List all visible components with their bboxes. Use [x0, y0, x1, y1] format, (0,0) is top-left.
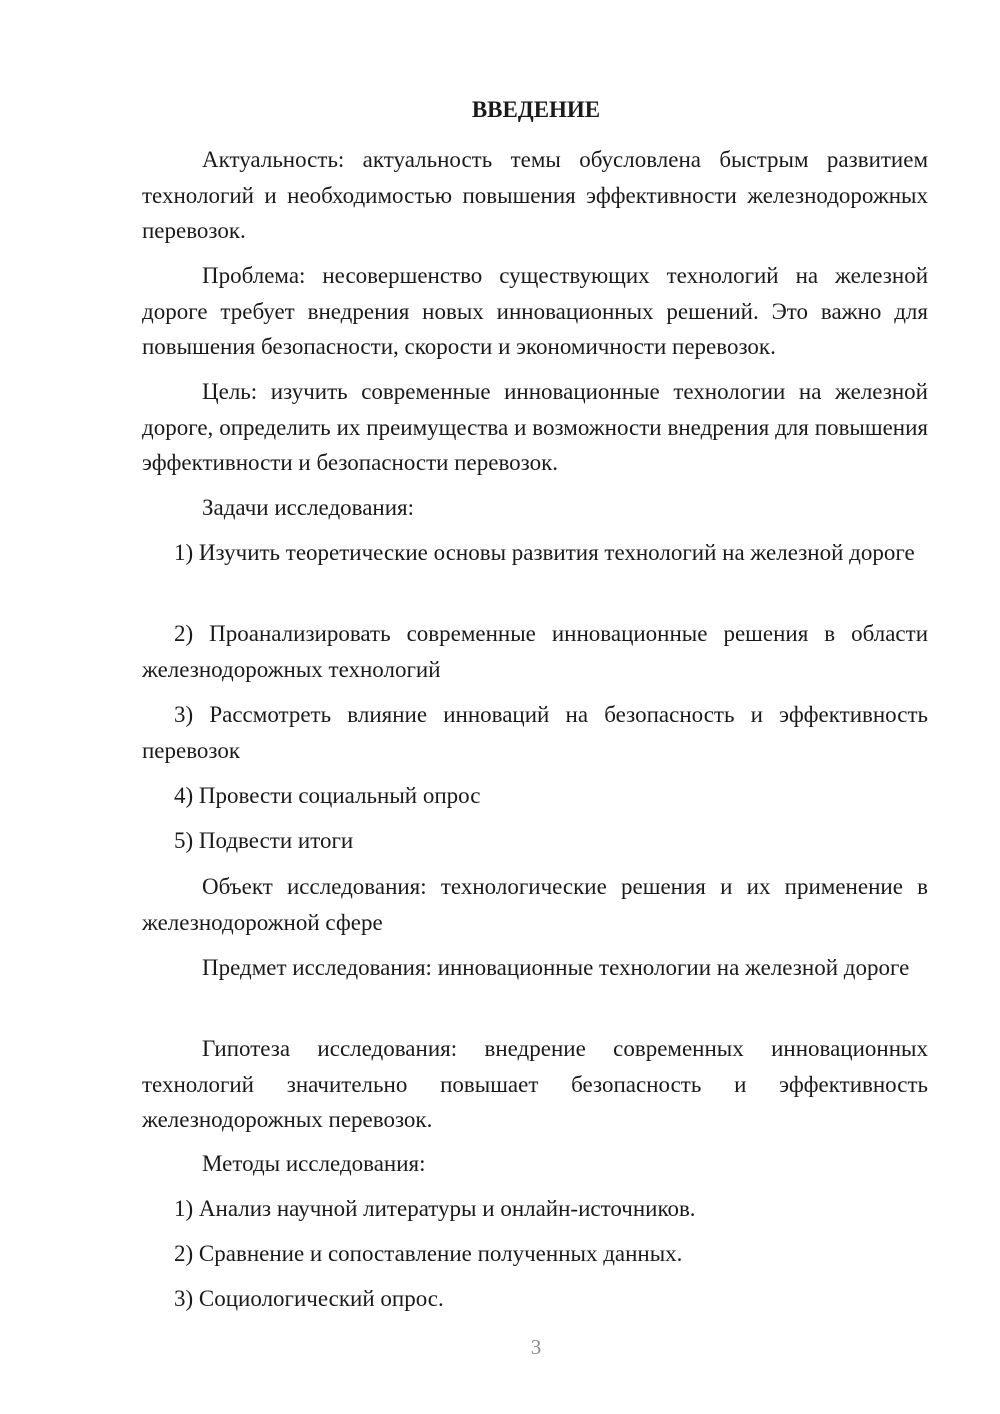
- page-number: 3: [530, 1335, 542, 1359]
- methods-title: Методы исследования:: [202, 1151, 426, 1176]
- paragraph-object: Объект исследования: технологические решения и их применение в железнодорожной сфере: [142, 874, 928, 935]
- method-item-1: 1) Анализ научной литературы и онлайн-источников.: [174, 1196, 696, 1221]
- paragraph-goal: Цель: изучить современные инновационные технологии на железной дороге, определить их преимущества и возможности внедрения для повышения эффективности и безопасности перевозок.: [142, 379, 928, 475]
- paragraph-subject: Предмет исследования: инновационные технологии на железной дороге: [202, 955, 910, 980]
- task-item-4: 4) Провести социальный опрос: [174, 783, 481, 808]
- method-item-3: 3) Социологический опрос.: [174, 1286, 444, 1311]
- section-heading: ВВЕДЕНИЕ: [471, 97, 601, 122]
- task-item-5: 5) Подвести итоги: [174, 828, 354, 853]
- task-item-2: 2) Проанализировать современные инновационные решения в области железнодорожных технологий: [142, 621, 928, 682]
- method-item-2: 2) Сравнение и сопоставление полученных данных.: [174, 1241, 683, 1266]
- paragraph-relevance: Актуальность: актуальность темы обусловлена быстрым развитием технологий и необходимостью повышения эффективности железнодорожных перевозок.: [142, 147, 928, 243]
- paragraph-hypothesis: Гипотеза исследования: внедрение современных инновационных технологий значительно повышает безопасность и эффективность железнодорожных перевозок.: [142, 1036, 928, 1132]
- tasks-title: Задачи исследования:: [202, 495, 415, 520]
- paragraph-problem: Проблема: несовершенство существующих технологий на железной дороге требует внедрения новых инновационных решений. Это важно для повышения безопасности, скорости и экономичности перевозок.: [142, 263, 928, 359]
- task-item-3: 3) Рассмотреть влияние инноваций на безопасность и эффективность перевозок: [142, 702, 928, 763]
- task-item-1: 1) Изучить теоретические основы развития технологий на железной дороге: [174, 540, 915, 565]
